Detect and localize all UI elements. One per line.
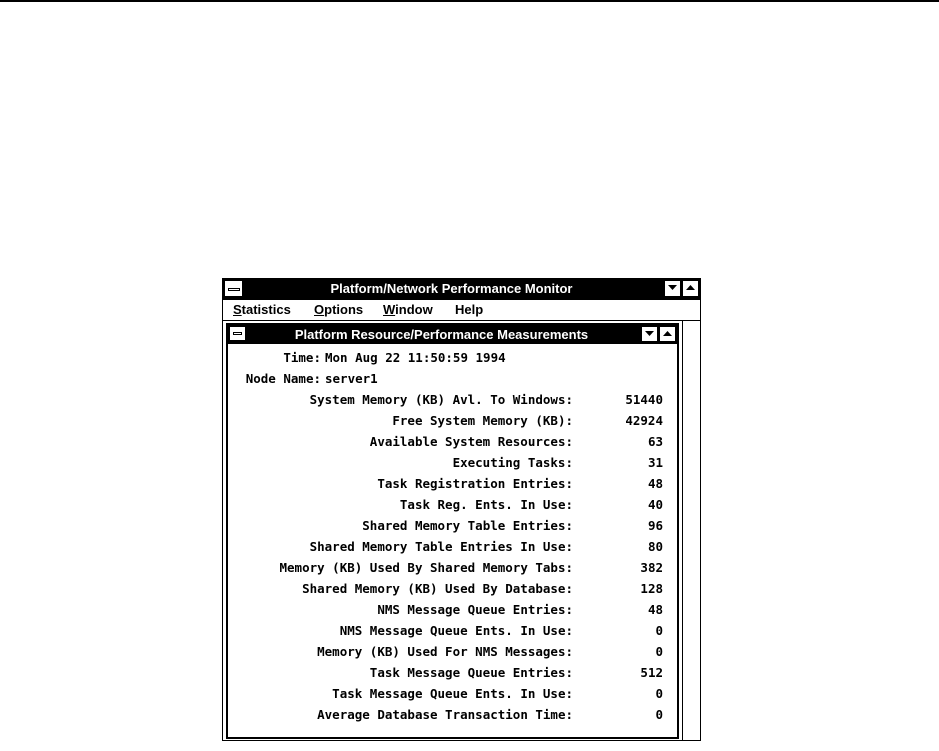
metric-row — [228, 558, 677, 578]
metric-label: Shared Memory (KB) Used By Database: — [302, 581, 573, 596]
time-value: Mon Aug 22 11:50:59 1994 — [325, 350, 506, 365]
metric-row — [228, 621, 677, 641]
metric-value: 512 — [640, 665, 663, 680]
metric-label: Task Message Queue Entries: — [369, 665, 573, 680]
window-titlebar[interactable] — [223, 279, 700, 300]
menu-window-mnemonic: W — [383, 302, 396, 317]
menu-statistics[interactable] — [233, 302, 291, 317]
node-name-value: server1 — [325, 371, 378, 386]
metric-value: 0 — [655, 686, 663, 701]
maximize-arrow-icon — [686, 285, 695, 291]
metric-label: Task Registration Entries: — [377, 476, 573, 491]
performance-monitor-window — [222, 278, 701, 741]
metric-label: Shared Memory Table Entries: — [362, 518, 573, 533]
time-row — [228, 348, 677, 368]
window-title: Platform/Network Performance Monitor — [330, 281, 573, 296]
metric-row — [228, 642, 677, 662]
metric-value: 96 — [647, 518, 663, 533]
metric-value: 128 — [640, 581, 663, 596]
system-menu-icon — [228, 288, 240, 291]
child-maximize-arrow-icon — [663, 331, 672, 337]
metric-row — [228, 663, 677, 683]
vertical-scrollbar[interactable] — [682, 321, 700, 740]
minimize-arrow-icon — [668, 285, 677, 291]
metric-row — [228, 474, 677, 494]
metric-label: Average Database Transaction Time: — [317, 707, 573, 722]
metric-value: 63 — [647, 434, 663, 449]
minimize-button[interactable] — [664, 280, 681, 297]
node-name-row — [228, 369, 677, 389]
metric-label: Task Message Queue Ents. In Use: — [332, 686, 573, 701]
metric-value: 0 — [655, 644, 663, 659]
menu-options[interactable] — [314, 302, 363, 317]
menu-bar — [223, 300, 700, 321]
metric-label: Memory (KB) Used For NMS Messages: — [317, 644, 573, 659]
metric-value: 48 — [647, 476, 663, 491]
measurements-content — [228, 346, 677, 737]
metric-value: 42924 — [625, 413, 663, 428]
menu-options-mnemonic: O — [314, 302, 325, 317]
child-minimize-arrow-icon — [645, 331, 654, 337]
metric-label: Shared Memory Table Entries In Use: — [309, 539, 573, 554]
metric-label: Memory (KB) Used By Shared Memory Tabs: — [279, 560, 573, 575]
child-title: Platform Resource/Performance Measurements — [294, 327, 589, 342]
metric-row — [228, 453, 677, 473]
child-titlebar[interactable] — [228, 325, 677, 344]
menu-window-label: indow — [395, 302, 433, 317]
metric-label: Executing Tasks: — [452, 455, 573, 470]
metric-value: 80 — [647, 539, 663, 554]
metric-value: 0 — [655, 623, 663, 638]
measurements-child-window — [226, 323, 679, 739]
metric-row — [228, 516, 677, 536]
metric-label: NMS Message Queue Entries: — [377, 602, 573, 617]
metric-row — [228, 495, 677, 515]
metric-row — [228, 411, 677, 431]
menu-help[interactable] — [455, 302, 483, 317]
metric-value: 48 — [647, 602, 663, 617]
metric-row — [228, 705, 677, 725]
menu-statistics-label: tatistics — [241, 302, 291, 317]
metric-value: 51440 — [625, 392, 663, 407]
system-menu-button[interactable] — [224, 280, 243, 297]
metric-value: 382 — [640, 560, 663, 575]
metric-row — [228, 579, 677, 599]
child-system-menu-icon — [233, 332, 242, 335]
metric-label: Task Reg. Ents. In Use: — [399, 497, 573, 512]
menu-window[interactable] — [383, 302, 433, 317]
child-system-menu-button[interactable] — [229, 326, 246, 341]
metric-row — [228, 432, 677, 452]
node-name-label: Node Name: — [245, 371, 321, 386]
metric-label: System Memory (KB) Avl. To Windows: — [309, 392, 573, 407]
menu-help-label: Help — [455, 302, 484, 317]
metric-row — [228, 390, 677, 410]
child-minimize-button[interactable] — [641, 326, 658, 342]
metric-label: NMS Message Queue Ents. In Use: — [339, 623, 573, 638]
menu-statistics-mnemonic: S — [233, 302, 242, 317]
metric-label: Available System Resources: — [369, 434, 573, 449]
page-top-rule — [0, 0, 939, 2]
metric-value: 40 — [647, 497, 663, 512]
menu-options-label: ptions — [324, 302, 364, 317]
metric-value: 31 — [647, 455, 663, 470]
metric-row — [228, 684, 677, 704]
metric-value: 0 — [655, 707, 663, 722]
metric-row — [228, 600, 677, 620]
time-label: Time: — [283, 350, 321, 365]
maximize-button[interactable] — [682, 280, 699, 297]
child-maximize-button[interactable] — [659, 326, 676, 342]
metric-label: Free System Memory (KB): — [392, 413, 573, 428]
metric-row — [228, 537, 677, 557]
